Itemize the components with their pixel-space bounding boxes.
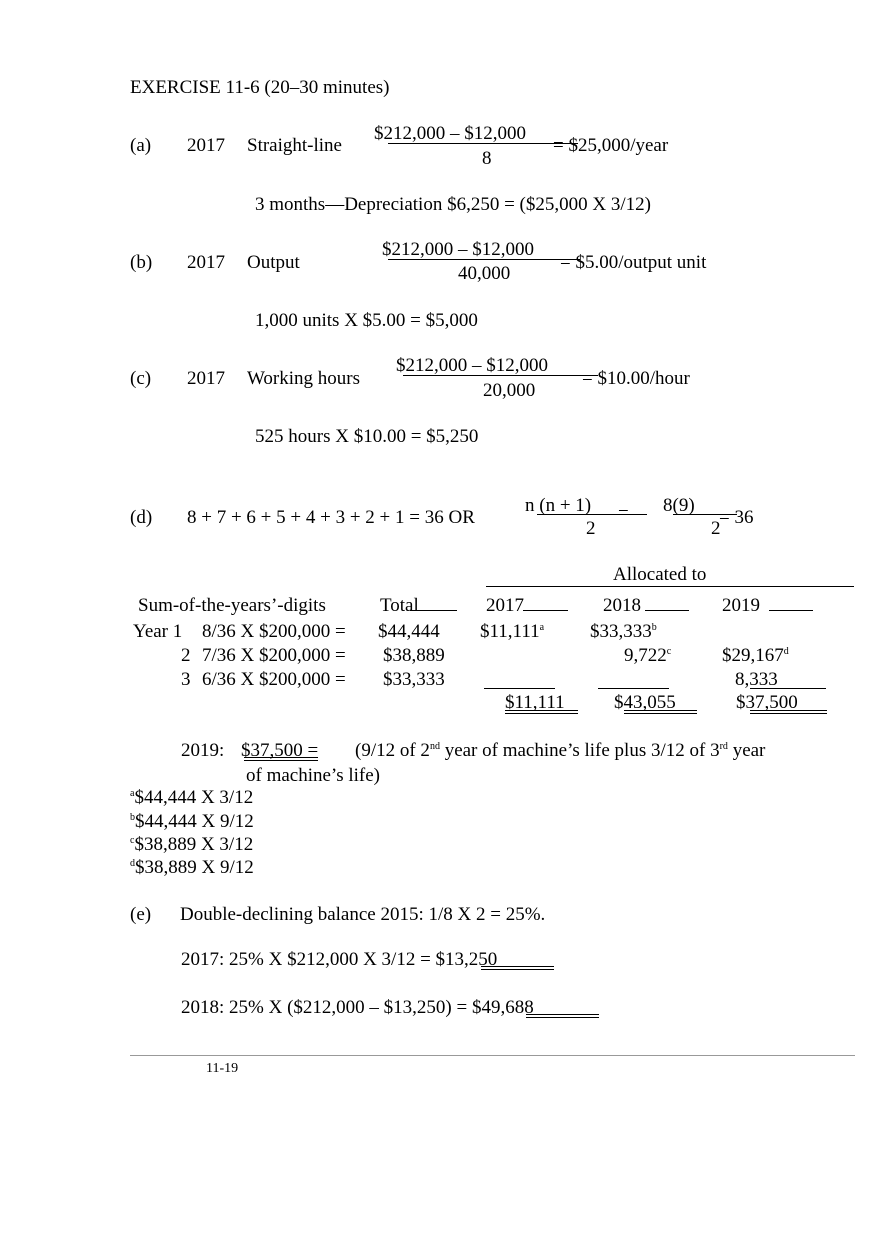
part-a-denominator: 8: [482, 148, 492, 169]
part-b-note: 1,000 units X $5.00 = $5,000: [255, 310, 478, 331]
part-e-heading: Double-declining balance 2015: 1/8 X 2 = 25%.: [180, 904, 546, 925]
part-a-label: (a): [130, 135, 152, 156]
part-c-year: 2017: [187, 368, 225, 389]
note-2019-amount: $37,500 =: [241, 740, 319, 761]
part-a-method: Straight-line: [247, 135, 342, 156]
part-b-label: (b): [130, 252, 153, 273]
column-header-2018: 2018: [603, 595, 641, 616]
sum-rule-2018: [598, 688, 669, 689]
part-b-fraction-bar: [388, 259, 580, 260]
row2-2019: $29,167$^d$: [722, 645, 789, 666]
footer-rule: [130, 1055, 855, 1056]
note-2019-line2: of machine’s life): [246, 765, 381, 786]
row2-calc: 7/36 X $200,000 =: [202, 645, 346, 666]
header-2019-rule: [769, 610, 813, 611]
row3-2019: 8,333: [735, 669, 778, 690]
footnote-b: $^b$\$44,444 X 9/12: [130, 811, 254, 832]
part-e-2017-line: 2017: 25% X $212,000 X 3/12 = $13,250: [181, 949, 498, 970]
column-header-2017: 2017: [486, 595, 524, 616]
part-a-note: 3 months—Depreciation $6,250 = ($25,000 X 3/12): [255, 194, 651, 215]
row1-2018: $33,333$^b$: [590, 621, 657, 642]
part-b-numerator: $212,000 – $12,000: [382, 239, 534, 260]
row3-year: 3: [181, 669, 191, 690]
part-a-result: = $25,000/year: [553, 135, 669, 156]
part-d-frac1-numerator: n (n + 1): [525, 495, 592, 516]
sum-rule-2017: [484, 688, 555, 689]
part-c-numerator: $212,000 – $12,000: [396, 355, 548, 376]
part-c-denominator: 20,000: [483, 380, 536, 401]
part-d-frac1-denominator: 2: [586, 518, 596, 539]
footnote-c: $^c$\$38,889 X 3/12: [130, 834, 254, 855]
row3-total: $33,333: [383, 669, 445, 690]
part-b-year: 2017: [187, 252, 225, 273]
footnote-a: $^a$\$44,444 X 3/12: [130, 787, 254, 808]
row1-total: $44,444: [378, 621, 440, 642]
part-d-frac1-bar: [537, 514, 647, 515]
allocated-to-rule: [486, 586, 854, 587]
part-b-method: Output: [247, 252, 300, 273]
row1-2017: $11,111$^a$: [480, 621, 545, 642]
part-e-2018-line: 2018: 25% X ($212,000 – $13,250) = $49,688: [181, 997, 534, 1018]
total-header-rule: [410, 610, 457, 611]
column-header-total: Total: [380, 595, 419, 616]
total-2018-double-rule: [624, 710, 697, 714]
row1-year: Year 1: [133, 621, 183, 642]
part-a-numerator: $212,000 – $12,000: [374, 123, 526, 144]
part-e-2017-double-rule: [481, 966, 554, 970]
part-e-label: (e): [130, 904, 152, 925]
page-number: 11-19: [206, 1061, 239, 1076]
part-c-method: Working hours: [247, 368, 360, 389]
row2-2018: 9,722$^c$: [624, 645, 672, 666]
row3-calc: 6/36 X $200,000 =: [202, 669, 346, 690]
note-2019-text: (9/12 of 2nd year of machine’s life plus 3/12 of 3rd year: [355, 740, 766, 761]
part-d-result: = 36: [719, 507, 754, 528]
column-header-label: Sum-of-the-years’-digits: [138, 595, 326, 616]
part-c-fraction-bar: [403, 375, 598, 376]
part-c-note: 525 hours X $10.00 = $5,250: [255, 426, 479, 447]
allocated-to-heading: Allocated to: [613, 564, 707, 585]
sum-rule-2019: [750, 688, 826, 689]
part-b-denominator: 40,000: [458, 263, 511, 284]
note-2019-prefix: 2019:: [181, 740, 225, 761]
total-2018: $43,055: [614, 692, 676, 713]
total-2019: $37,500: [736, 692, 798, 713]
column-header-2019: 2019: [722, 595, 760, 616]
row2-total: $38,889: [383, 645, 445, 666]
header-2018-rule: [645, 610, 689, 611]
part-c-result: = $10.00/hour: [582, 368, 690, 389]
exercise-title: EXERCISE 11-6 (20–30 minutes): [130, 77, 390, 98]
total-2019-double-rule: [750, 710, 827, 714]
header-2017-rule: [523, 610, 568, 611]
part-a-year: 2017: [187, 135, 225, 156]
total-2017: $11,111: [505, 692, 565, 713]
row1-calc: 8/36 X $200,000 =: [202, 621, 346, 642]
note-2019-double-rule: [244, 757, 318, 761]
footnote-d: $^d$\$38,889 X 9/12: [130, 857, 254, 878]
part-d-equals: =: [618, 503, 629, 524]
part-d-label: (d): [130, 507, 153, 528]
part-d-frac2-denominator: 2: [711, 518, 721, 539]
part-c-label: (c): [130, 368, 152, 389]
part-b-result: = $5.00/output unit: [560, 252, 707, 273]
total-2017-double-rule: [505, 710, 578, 714]
part-a-fraction-bar: [388, 143, 578, 144]
part-d-sum: 8 + 7 + 6 + 5 + 4 + 3 + 2 + 1 = 36 OR: [187, 507, 475, 528]
part-d-frac2-numerator: 8(9): [663, 495, 695, 516]
part-e-2018-double-rule: [526, 1014, 599, 1018]
row2-year: 2: [181, 645, 191, 666]
